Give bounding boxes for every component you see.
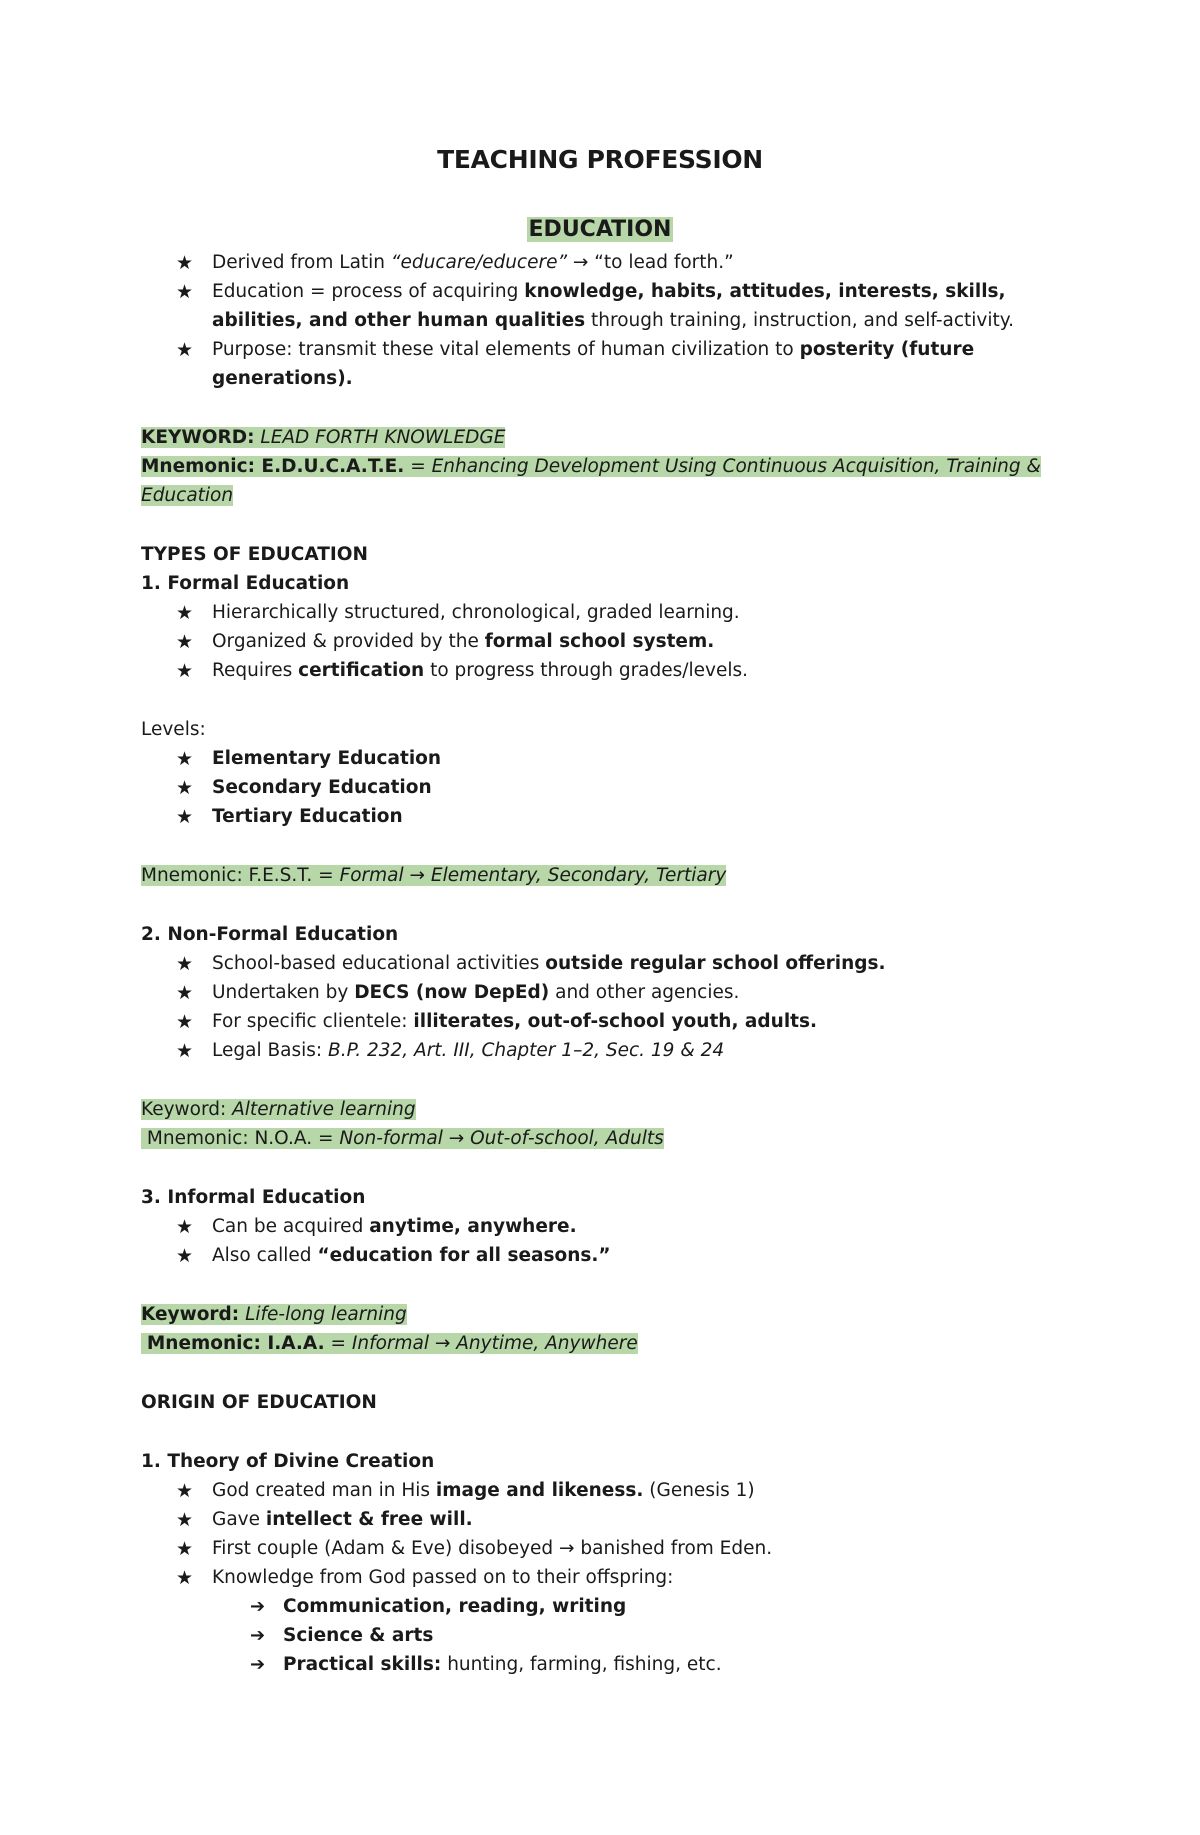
divine-bullet-1: God created man in His image and likeness. (Genesis 1) <box>212 1480 755 1501</box>
arrow-right-icon: ➔ <box>250 1625 266 1646</box>
education-mnemonic: Mnemonic: E.D.U.C.A.T.E. = Enhancing Development Using Continuous Acquisition, Training & <box>141 456 1041 477</box>
star-bullet-icon: ★ <box>176 1011 194 1033</box>
star-bullet-icon: ★ <box>176 281 194 303</box>
nonformal-mnemonic: Mnemonic: N.O.A. = Non-formal → Out-of-school, Adults <box>141 1125 664 1153</box>
star-bullet-icon: ★ <box>176 1040 194 1062</box>
divine-bullet-4: Knowledge from God passed on to their offspring: <box>212 1567 674 1588</box>
nonformal-bullet-1: School-based educational activities outside regular school offerings. <box>212 953 886 974</box>
origin-heading: ORIGIN OF EDUCATION <box>141 1392 377 1413</box>
star-bullet-icon: ★ <box>176 1567 194 1589</box>
nonformal-bullet-3: For specific clientele: illiterates, out-of-school youth, adults. <box>212 1011 818 1032</box>
levels-label: Levels: <box>141 719 206 740</box>
nonformal-heading: 2. Non-Formal Education <box>141 924 399 945</box>
star-bullet-icon: ★ <box>176 602 194 624</box>
education-keyword: KEYWORD: LEAD FORTH KNOWLEDGE <box>141 427 506 448</box>
education-bullet-1: Derived from Latin “educare/educere” → “to lead forth.” <box>212 252 734 273</box>
divine-sub-2: Science & arts <box>283 1625 434 1646</box>
nonformal-keyword: Keyword: Alternative learning <box>141 1099 416 1120</box>
divine-bullet-3: First couple (Adam & Eve) disobeyed → banished from Eden. <box>212 1538 773 1559</box>
star-bullet-icon: ★ <box>176 1245 194 1267</box>
informal-keyword: Keyword: Life-long learning <box>141 1304 407 1325</box>
formal-bullet-3: Requires certification to progress through grades/levels. <box>212 660 749 681</box>
star-bullet-icon: ★ <box>176 1480 194 1502</box>
divine-sub-3: Practical skills: hunting, farming, fishing, etc. <box>283 1654 722 1675</box>
star-bullet-icon: ★ <box>176 339 194 361</box>
divine-sub-1: Communication, reading, writing <box>283 1596 627 1617</box>
nonformal-bullet-2: Undertaken by DECS (now DepEd) and other agencies. <box>212 982 740 1003</box>
page-title: TEACHING PROFESSION <box>437 145 763 174</box>
education-heading-wrap <box>0 214 1200 246</box>
star-bullet-icon: ★ <box>176 660 194 682</box>
formal-bullet-2: Organized & provided by the formal school system. <box>212 631 715 652</box>
informal-bullet-2: Also called “education for all seasons.” <box>212 1245 611 1266</box>
level-item: Secondary Education <box>212 777 432 798</box>
star-bullet-icon: ★ <box>176 252 194 274</box>
formal-bullet-1: Hierarchically structured, chronological, graded learning. <box>212 602 740 623</box>
level-item: Elementary Education <box>212 748 442 769</box>
education-bullet-3: Purpose: transmit these vital elements of human civilization to posterity (future <box>212 339 975 360</box>
star-bullet-icon: ★ <box>176 953 194 975</box>
arrow-right-icon: ➔ <box>250 1596 266 1617</box>
star-bullet-icon: ★ <box>176 982 194 1004</box>
star-bullet-icon: ★ <box>176 748 194 770</box>
star-bullet-icon: ★ <box>176 806 194 828</box>
informal-mnemonic: Mnemonic: I.A.A. = Informal → Anytime, Anywhere <box>141 1330 638 1358</box>
education-bullet-3-cont: generations). <box>212 368 353 389</box>
informal-heading: 3. Informal Education <box>141 1187 366 1208</box>
formal-heading: 1. Formal Education <box>141 573 350 594</box>
divine-heading: 1. Theory of Divine Creation <box>141 1451 435 1472</box>
education-bullet-2: Education = process of acquiring knowledge, habits, attitudes, interests, skills, <box>212 281 1006 302</box>
types-heading: TYPES OF EDUCATION <box>141 544 368 565</box>
star-bullet-icon: ★ <box>176 1216 194 1238</box>
star-bullet-icon: ★ <box>176 1509 194 1531</box>
nonformal-bullet-4: Legal Basis: B.P. 232, Art. III, Chapter 1–2, Sec. 19 & 24 <box>212 1040 725 1061</box>
informal-bullet-1: Can be acquired anytime, anywhere. <box>212 1216 577 1237</box>
star-bullet-icon: ★ <box>176 631 194 653</box>
divine-bullet-2: Gave intellect & free will. <box>212 1509 473 1530</box>
level-item: Tertiary Education <box>212 806 403 827</box>
arrow-right-icon: ➔ <box>250 1654 266 1675</box>
star-bullet-icon: ★ <box>176 777 194 799</box>
formal-mnemonic: Mnemonic: F.E.S.T. = Formal → Elementary, Secondary, Tertiary <box>141 865 727 886</box>
star-bullet-icon: ★ <box>176 1538 194 1560</box>
education-heading: EDUCATION <box>528 217 672 242</box>
education-bullet-2-cont: abilities, and other human qualities through training, instruction, and self-activity. <box>212 310 1014 331</box>
education-mnemonic-cont: Education <box>141 485 234 506</box>
